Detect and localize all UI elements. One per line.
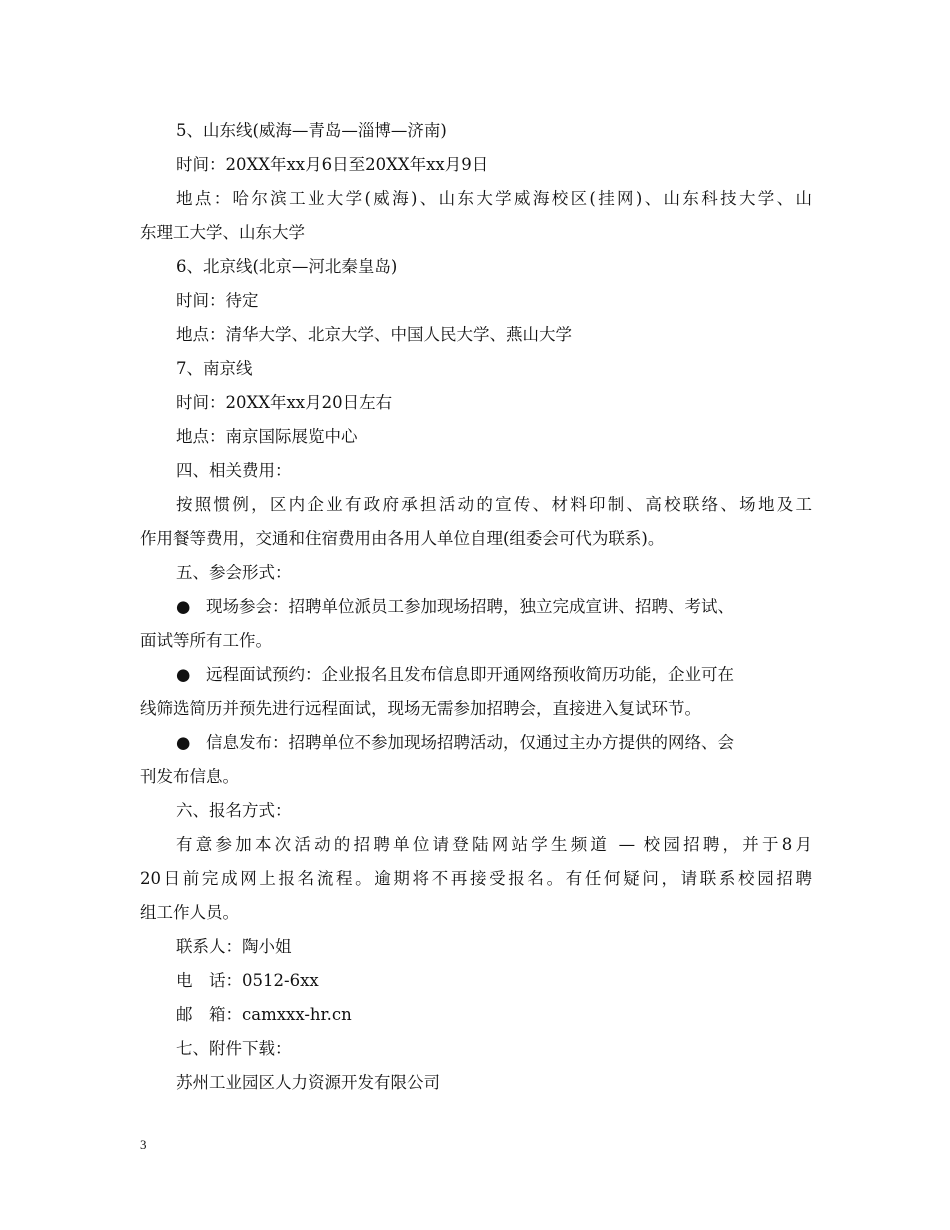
shandong-time: 时间：20XX年xx月6日至20XX年xx月9日 — [176, 155, 489, 174]
format-item-remote-continued: 线筛选简历并预先进行远程面试，现场无需参加招聘会，直接进入复试环节。 — [140, 699, 701, 718]
nanjing-place: 地点：南京国际展览中心 — [176, 427, 358, 446]
format-item-text: 现场参会：招聘单位派员工参加现场招聘，独立完成宣讲、招聘、考试、 — [206, 597, 734, 616]
fees-paragraph-continued: 作用餐等费用，交通和住宿费用由各用人单位自理(组委会可代为联系)。 — [140, 529, 665, 548]
format-item-publish-continued: 刊发布信息。 — [140, 767, 239, 786]
bullet-icon: ● — [176, 665, 191, 684]
contact-person: 联系人：陶小姐 — [176, 937, 292, 956]
contact-email: 邮 箱：camxxx-hr.cn — [176, 1005, 352, 1024]
bullet-icon: ● — [176, 597, 191, 616]
format-item-text: 远程面试预约：企业报名且发布信息即开通网络预收简历功能，企业可在 — [206, 665, 734, 684]
nanjing-heading: 7、南京线 — [176, 359, 253, 378]
document-body — [140, 114, 812, 1100]
shandong-heading: 5、山东线(威海—青岛—淄博—济南) — [176, 121, 447, 140]
format-item-onsite-continued: 面试等所有工作。 — [140, 631, 272, 650]
bullet-icon: ● — [176, 733, 191, 752]
format-item-onsite — [140, 590, 812, 624]
contact-phone: 电 话：0512-6xx — [176, 971, 319, 990]
format-item-text: 信息发布：招聘单位不参加现场招聘活动，仅通过主办方提供的网络、会 — [206, 733, 734, 752]
format-heading: 五、参会形式： — [176, 563, 292, 582]
page-number: 3 — [140, 1137, 147, 1152]
fees-paragraph: 按照惯例，区内企业有政府承担活动的宣传、材料印制、高校联络、场地及工 — [176, 495, 812, 514]
attachments-heading: 七、附件下载： — [176, 1039, 292, 1058]
fees-heading: 四、相关费用： — [176, 461, 292, 480]
shandong-place: 地点：哈尔滨工业大学(威海)、山东大学威海校区(挂网)、山东科技大学、山 — [176, 189, 812, 208]
shandong-place-continued: 东理工大学、山东大学 — [140, 223, 305, 242]
format-item-remote — [140, 658, 812, 692]
registration-paragraph: 有意参加本次活动的招聘单位请登陆网站学生频道 — 校园招聘，并于8月 — [176, 835, 812, 854]
format-item-publish — [140, 726, 812, 760]
beijing-place: 地点：清华大学、北京大学、中国人民大学、燕山大学 — [176, 325, 572, 344]
beijing-heading: 6、北京线(北京—河北秦皇岛) — [176, 257, 398, 276]
beijing-time: 时间：待定 — [176, 291, 259, 310]
company-name: 苏州工业园区人力资源开发有限公司 — [176, 1073, 440, 1092]
nanjing-time: 时间：20XX年xx月20日左右 — [176, 393, 393, 412]
registration-heading: 六、报名方式： — [176, 801, 292, 820]
registration-paragraph-continued: 20日前完成网上报名流程。逾期将不再接受报名。有任何疑问，请联系校园招聘 — [140, 869, 812, 888]
registration-paragraph-end: 组工作人员。 — [140, 903, 239, 922]
